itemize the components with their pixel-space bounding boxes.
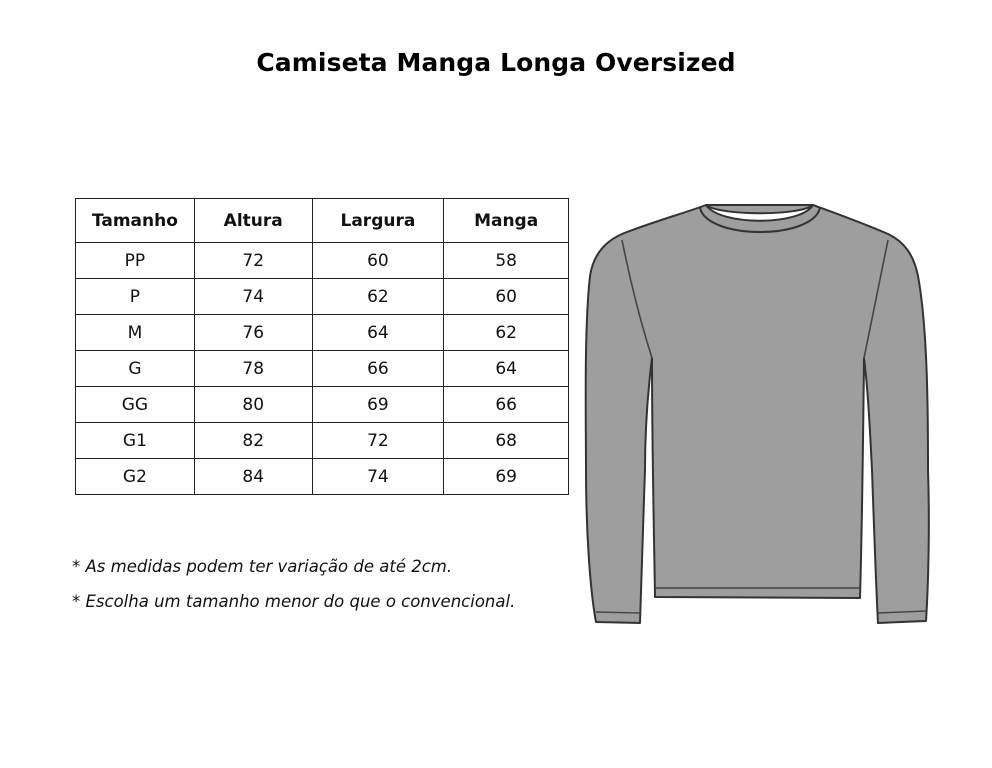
table-row [76, 315, 569, 351]
cell-altura: 76 [194, 315, 312, 351]
cell-size: PP [76, 243, 195, 279]
size-table [75, 198, 569, 495]
cell-size: GG [76, 387, 195, 423]
header-tamanho: Tamanho [76, 199, 195, 243]
cell-largura: 64 [312, 315, 444, 351]
table-row [76, 243, 569, 279]
note-variation: * As medidas podem ter variação de até 2cm. [72, 557, 453, 576]
cell-altura: 84 [194, 459, 312, 495]
table-row [76, 459, 569, 495]
cell-size: G1 [76, 423, 195, 459]
cell-size: G [76, 351, 195, 387]
header-manga: Manga [444, 199, 569, 243]
cell-manga: 66 [444, 387, 569, 423]
cell-largura: 69 [312, 387, 444, 423]
cell-largura: 66 [312, 351, 444, 387]
cell-size: G2 [76, 459, 195, 495]
header-largura: Largura [312, 199, 444, 243]
cell-altura: 82 [194, 423, 312, 459]
cell-largura: 74 [312, 459, 444, 495]
cell-size: P [76, 279, 195, 315]
cell-manga: 62 [444, 315, 569, 351]
table-row [76, 423, 569, 459]
cell-altura: 72 [194, 243, 312, 279]
cell-altura: 74 [194, 279, 312, 315]
table-row [76, 387, 569, 423]
cell-manga: 68 [444, 423, 569, 459]
table-row [76, 279, 569, 315]
header-altura: Altura [194, 199, 312, 243]
cell-largura: 60 [312, 243, 444, 279]
long-sleeve-shirt-icon [578, 198, 938, 630]
cell-manga: 64 [444, 351, 569, 387]
cell-manga: 60 [444, 279, 569, 315]
cell-largura: 72 [312, 423, 444, 459]
cell-altura: 80 [194, 387, 312, 423]
cell-largura: 62 [312, 279, 444, 315]
notes [72, 556, 515, 626]
cell-manga: 58 [444, 243, 569, 279]
cell-size: M [76, 315, 195, 351]
cell-altura: 78 [194, 351, 312, 387]
table-row [76, 351, 569, 387]
page-title: Camiseta Manga Longa Oversized [256, 48, 736, 77]
table-header-row [76, 199, 569, 243]
note-size-advice: * Escolha um tamanho menor do que o convencional. [72, 592, 516, 611]
cell-manga: 69 [444, 459, 569, 495]
